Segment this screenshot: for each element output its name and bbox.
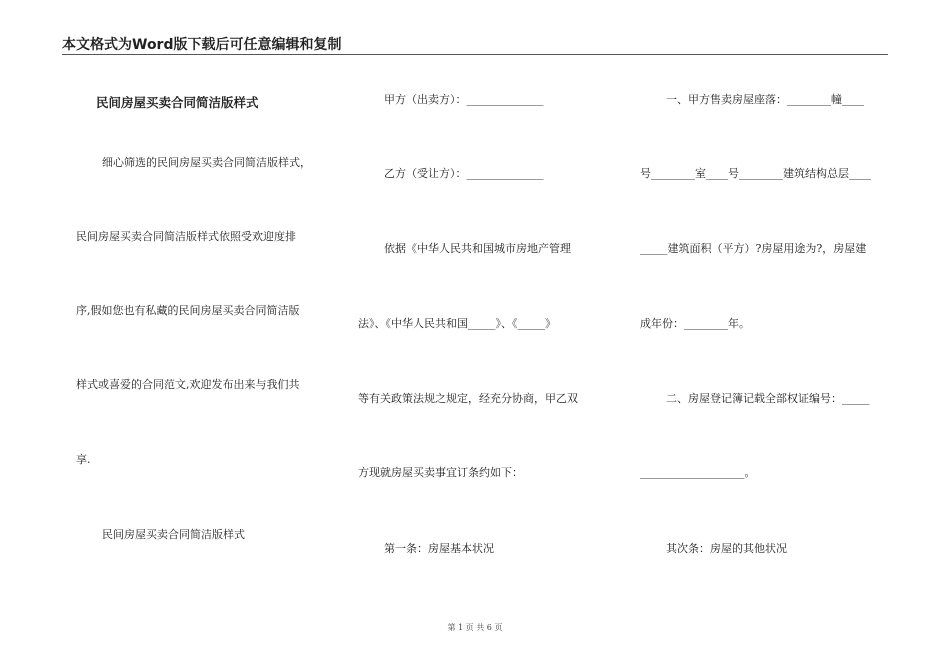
- text-line: 细心筛选的民间房屋买卖合同简洁版样式，: [102, 156, 311, 169]
- text-line: 一、甲方售卖房屋座落：________幢____: [666, 93, 864, 106]
- text-line: ___________________。: [640, 466, 756, 479]
- text-line: 二、房屋登记簿记载全部权证编号：_____: [666, 392, 870, 405]
- article-heading: 其次条：房屋的其他状况: [666, 542, 787, 555]
- text-line: 号________室____号________建筑结构总层____: [640, 167, 871, 180]
- text-line: 民间房屋买卖合同简洁版样式依照受欢迎度排: [76, 230, 296, 243]
- text-line: 成年份：________年。: [640, 317, 750, 330]
- text-line: 样式或喜爱的合同范文,欢迎发布出来与我们共: [76, 378, 300, 391]
- column-2: [358, 0, 608, 600]
- page-number: 第 1 页 共 6 页: [447, 623, 503, 632]
- article-heading: 第一条：房屋基本状况: [384, 542, 494, 555]
- document-title: 民间房屋买卖合同简洁版样式: [96, 95, 259, 110]
- text-line: _____建筑面积（平方）?房屋用途为?，房屋建: [640, 242, 867, 255]
- text-line: 依据《中华人民共和国城市房地产管理: [384, 242, 571, 255]
- text-line: 等有关政策法规之规定，经充分协商，甲乙双: [358, 392, 578, 405]
- text-line: 享.: [76, 453, 91, 466]
- party-a-line: 甲方（出卖方）：______________: [384, 93, 544, 106]
- text-line: 序,假如您也有私藏的民间房屋买卖合同简洁版: [76, 304, 300, 317]
- column-3: [640, 0, 890, 600]
- text-line: 方现就房屋买卖事宜订条约如下：: [358, 466, 523, 479]
- subsection-title: 民间房屋买卖合同简洁版样式: [102, 528, 245, 541]
- header-title: 本文格式为Word版下载后可任意编辑和复制: [62, 37, 342, 53]
- column-1: [76, 0, 326, 600]
- text-line: 法》、《中华人民共和国_____》、《_____》: [358, 317, 556, 330]
- party-b-line: 乙方（受让方）：______________: [384, 167, 544, 180]
